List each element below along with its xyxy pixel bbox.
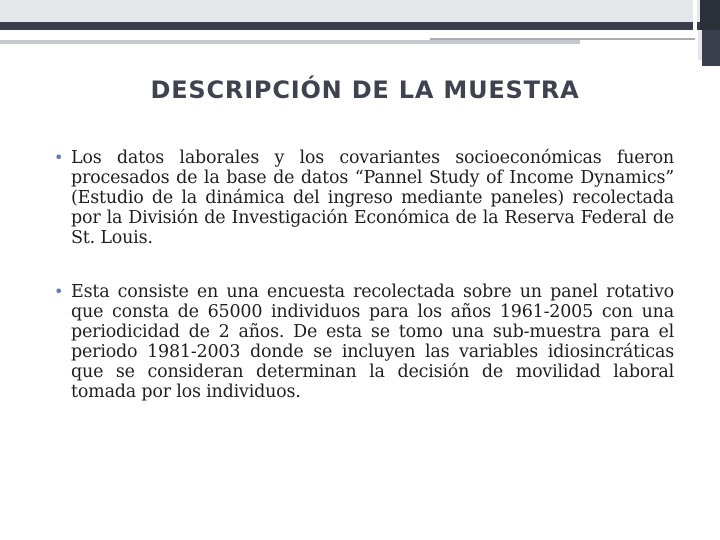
slide-title: DESCRIPCIÓN DE LA MUESTRA [150, 76, 580, 104]
right-edge-bar [702, 30, 720, 66]
header-rule-long [0, 40, 580, 44]
bullet-marker: • [54, 282, 64, 301]
bullet-item-2 [54, 282, 674, 402]
top-bar-corner-block [700, 0, 720, 30]
bullet-item-1 [54, 148, 674, 248]
top-bar-gap [693, 0, 697, 30]
bullet-marker: • [54, 148, 64, 167]
bullet-text: Esta consiste en una encuesta recolectada sobre un panel rotativo que consta de 65000 individuos para los años 1961-2005 con una periodicidad de 2 años. De esta se tomo una sub-muestra para el periodo 1981-2003 donde se incluyen las variables idiosincráticas que se consideran determinan la decisión de movilidad laboral tomada por los individuos. [71, 282, 674, 402]
top-bar-light [0, 0, 700, 22]
bullet-text: Los datos laborales y los covariantes socioeconómicas fueron procesados de la base de datos “Pannel Study of Income Dynamics” (Estudio de la dinámica del ingreso mediante paneles) recolectada por la División de Investigación Económica de la Reserva Federal de St. Louis. [71, 148, 674, 248]
bullet-list [54, 148, 674, 402]
right-edge-inner [698, 30, 702, 60]
header-rule-short [430, 38, 695, 40]
